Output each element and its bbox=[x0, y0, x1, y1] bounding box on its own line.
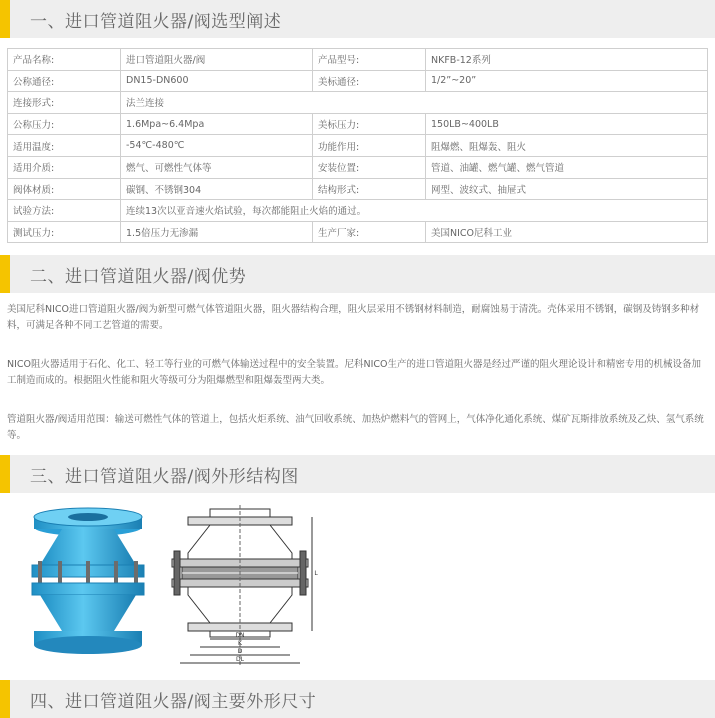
table-cell: 结构形式: bbox=[313, 178, 426, 200]
table-cell: 燃气、可燃性气体等 bbox=[121, 156, 313, 178]
table-row bbox=[8, 113, 708, 135]
table-cell: 公称压力: bbox=[8, 113, 121, 135]
table-row bbox=[8, 92, 708, 114]
dim-label: DN bbox=[235, 632, 245, 639]
table-cell: DN15-DN600 bbox=[121, 70, 313, 92]
table-row bbox=[8, 221, 708, 243]
table-row bbox=[8, 49, 708, 71]
table-cell: 试验方法: bbox=[8, 200, 121, 222]
table-cell: 公称通径: bbox=[8, 70, 121, 92]
advantage-paragraph: 管道阻火器/阀适用范围：输送可燃性气体的管道上，包括火炬系统、油气回收系统、加热炉燃料气的管网上，气体净化通化系统、煤矿瓦斯排放系统及乙炔、氢气系统等。 bbox=[7, 414, 704, 441]
section-header-structure bbox=[0, 455, 715, 493]
table-cell: 美标压力: bbox=[313, 113, 426, 135]
table-cell: 进口管道阻火器/阀 bbox=[121, 49, 313, 71]
section-title: 一、进口管道阻火器/阀选型阐述 bbox=[30, 11, 282, 32]
cross-section-drawing bbox=[160, 505, 320, 670]
section-accent-bar bbox=[0, 680, 10, 718]
table-cell: 1.5倍压力无渗漏 bbox=[121, 221, 313, 243]
table-cell: 美标通径: bbox=[313, 70, 426, 92]
table-cell: 安装位置: bbox=[313, 156, 426, 178]
dim-label: K bbox=[238, 640, 242, 647]
table-cell: 适用温度: bbox=[8, 135, 121, 157]
dim-label: DL bbox=[236, 656, 244, 663]
advantage-paragraph: 美国尼科NICO进口管道阻火器/阀为新型可燃气体管道阻火器，阻火器结构合理，阻火层采用不锈钢材料制造，耐腐蚀易于清洗。壳体采用不锈钢，碳钢及铸钢多种材料，可满足各种不同工艺管道的需要。 bbox=[7, 304, 700, 331]
table-cell: 功能作用: bbox=[313, 135, 426, 157]
spec-table bbox=[7, 48, 708, 243]
table-cell: 碳钢、不锈钢304 bbox=[121, 178, 313, 200]
dim-label: L bbox=[314, 570, 318, 577]
table-cell: 适用介质: bbox=[8, 156, 121, 178]
table-cell: 管道、油罐、燃气罐、燃气管道 bbox=[426, 156, 708, 178]
table-cell: 1.6Mpa~6.4Mpa bbox=[121, 113, 313, 135]
advantage-paragraph: NICO阻火器适用于石化、化工、轻工等行业的可燃气体输送过程中的安全装置。尼科NICO生产的进口管道阻火器是经过严谨的阻火理论设计和精密专用的机械设备加工制造而成的。根据阻火性能和阻火等级可分为阻爆燃型和阻爆轰型两大类。 bbox=[7, 359, 702, 386]
table-row bbox=[8, 135, 708, 157]
table-row bbox=[8, 70, 708, 92]
table-cell: 美国NICO尼科工业 bbox=[426, 221, 708, 243]
flame-arrester-photo bbox=[18, 505, 158, 670]
section-accent-bar bbox=[0, 255, 10, 293]
table-cell: NKFB-12系列 bbox=[426, 49, 708, 71]
table-cell: 法兰连接 bbox=[121, 92, 708, 114]
section-header-advantages bbox=[0, 255, 715, 293]
section-accent-bar bbox=[0, 455, 10, 493]
section-title: 二、进口管道阻火器/阀优势 bbox=[30, 266, 247, 287]
table-cell: 网型、波纹式、抽屉式 bbox=[426, 178, 708, 200]
section-accent-bar bbox=[0, 0, 10, 38]
table-cell: 生产厂家: bbox=[313, 221, 426, 243]
table-cell: 1/2”~20” bbox=[426, 70, 708, 92]
table-cell: -54℃-480℃ bbox=[121, 135, 313, 157]
dim-label: D bbox=[237, 648, 243, 655]
table-cell: 连续13次以亚音速火焰试验，每次都能阻止火焰的通过。 bbox=[121, 200, 708, 222]
section-header-dimensions bbox=[0, 680, 715, 718]
table-row bbox=[8, 156, 708, 178]
table-cell: 150LB~400LB bbox=[426, 113, 708, 135]
table-row bbox=[8, 200, 708, 222]
table-cell: 阻爆燃、阻爆轰、阻火 bbox=[426, 135, 708, 157]
table-row bbox=[8, 178, 708, 200]
table-cell: 产品名称: bbox=[8, 49, 121, 71]
table-cell: 连接形式: bbox=[8, 92, 121, 114]
structure-images bbox=[0, 505, 715, 670]
section-title: 四、进口管道阻火器/阀主要外形尺寸 bbox=[30, 691, 317, 712]
table-cell: 阀体材质: bbox=[8, 178, 121, 200]
section-header-selection bbox=[0, 0, 715, 38]
table-cell: 测试压力: bbox=[8, 221, 121, 243]
table-cell: 产品型号: bbox=[313, 49, 426, 71]
section-title: 三、进口管道阻火器/阀外形结构图 bbox=[30, 466, 299, 487]
